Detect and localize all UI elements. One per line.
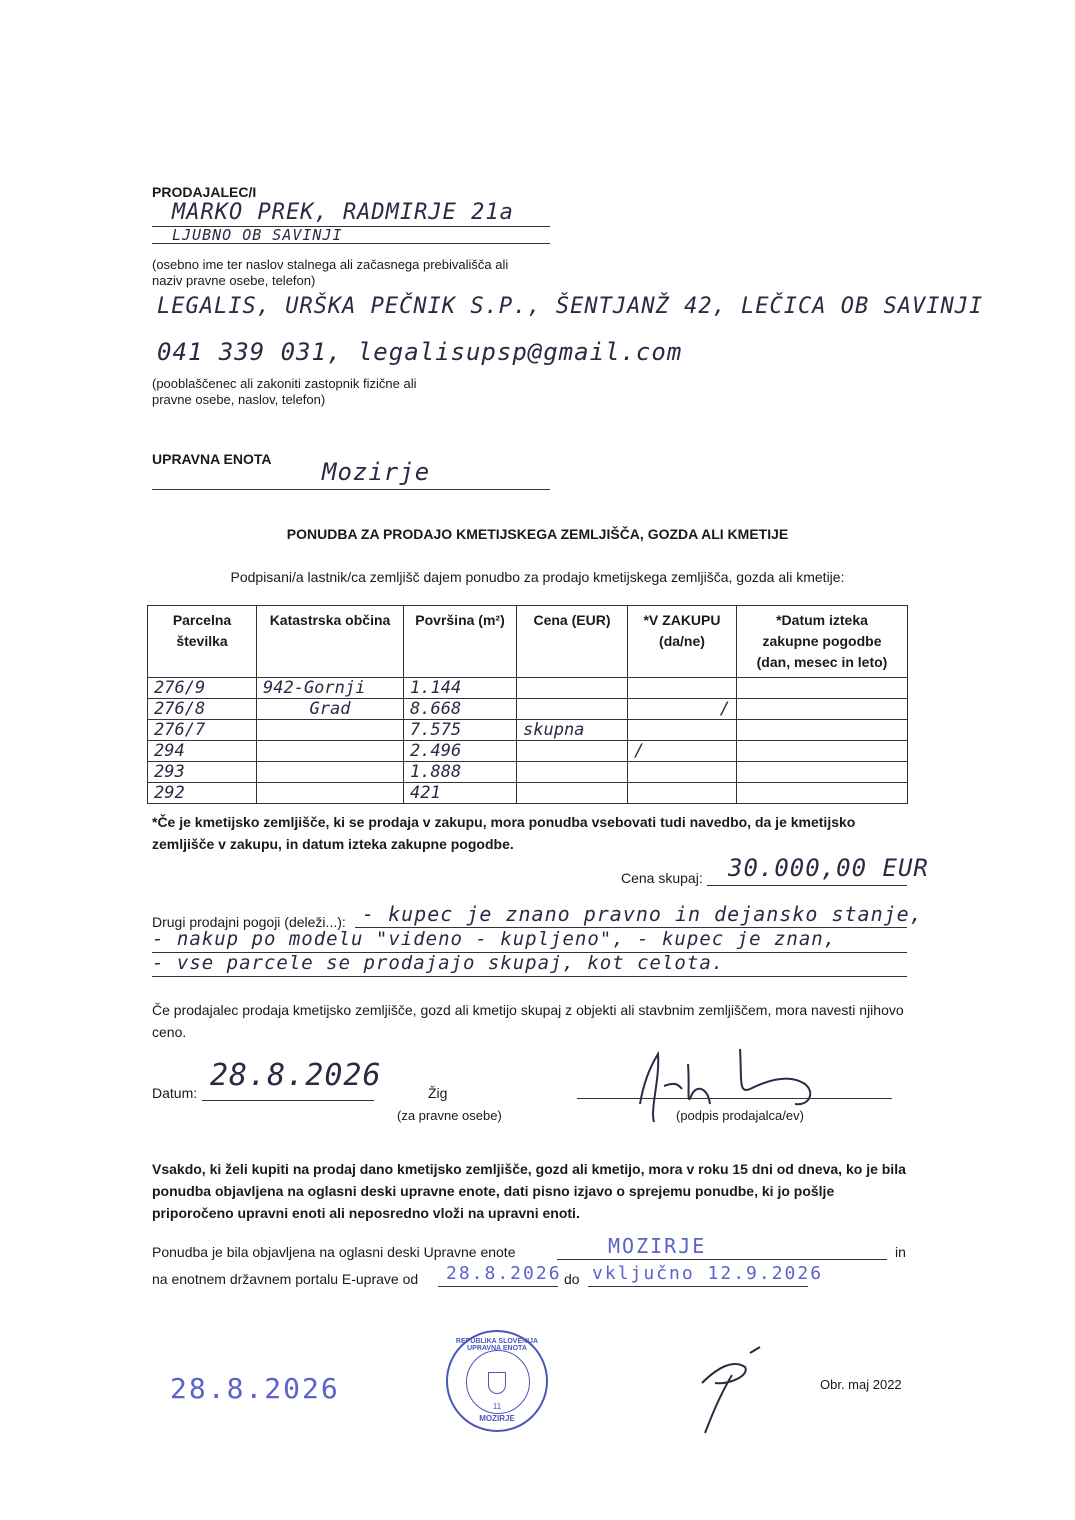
cell-area: 8.668 (404, 699, 517, 720)
conditions-line-3: - vse parcele se prodajajo skupaj, kot celota. (152, 952, 725, 974)
stamp-bottom-text: MOZIRJE (479, 1414, 515, 1423)
cell-municipality (257, 741, 404, 762)
col-leased: *V ZAKUPU (da/ne) (628, 606, 737, 678)
publish-unit-handwritten: MOZIRJE (608, 1234, 707, 1258)
date-value-handwritten: 28.8.2026 (210, 1058, 382, 1093)
seller-city-handwritten: LJUBNO OB SAVINJI (172, 226, 343, 244)
cell-price (517, 741, 628, 762)
total-line (707, 885, 907, 886)
cell-price: skupna (517, 720, 628, 741)
cell-area: 421 (404, 783, 517, 804)
publish-in: in (895, 1244, 906, 1260)
cell-parcel: 293 (148, 762, 257, 783)
seller-caption-2: naziv pravne osebe, telefon) (152, 273, 316, 288)
unit-value-handwritten: Mozirje (322, 458, 431, 486)
col-cadastral-municipality: Katastrska občina (257, 606, 404, 678)
conditions-line-1: - kupec je znano pravno in dejansko stanje, (362, 902, 923, 926)
cell-municipality (257, 783, 404, 804)
cell-parcel: 294 (148, 741, 257, 762)
signature-caption: (podpis prodajalca/ev) (676, 1108, 804, 1123)
publish-text-2: na enotnem državnem portalu E-uprave od (152, 1271, 419, 1287)
cell-municipality: Grad (257, 699, 404, 720)
cell-parcel: 276/7 (148, 720, 257, 741)
cell-leased (628, 783, 737, 804)
signature-line (577, 1098, 892, 1099)
cell-leased (628, 678, 737, 699)
stamp-number: 11 (492, 1402, 502, 1411)
cell-area: 1.888 (404, 762, 517, 783)
intro-text: Podpisani/a lastnik/ca zemljišč dajem ponudbo za prodajo kmetijskega zemljišča, gozda ali kmetije: (230, 569, 845, 585)
footer-date-handwritten: 28.8.2026 (170, 1372, 340, 1405)
cell-lease-end (737, 783, 908, 804)
parcels-table (147, 605, 908, 804)
cell-lease-end (737, 678, 908, 699)
seller-name-handwritten: MARKO PREK, RADMIRJE 21a (172, 200, 514, 225)
table-row (148, 699, 908, 720)
unit-label: UPRAVNA ENOTA (152, 451, 272, 467)
publish-unit-line (557, 1259, 887, 1260)
date-label: Datum: (152, 1085, 198, 1101)
cell-leased (628, 762, 737, 783)
acceptance-notice: Vsakdo, ki želi kupiti na prodaj dano kmetijsko zemljišče, gozd ali kmetijo, mora v roku 15 dni od dneva, ko je bila ponudba objavljena na oglasni deski upravne enote, dati pisno izjavo o sprejemu ponudbe, ki jo pošlje priporočeno upravni enoti ali neposredno vloži na upravni enoti. (152, 1161, 906, 1221)
representative-caption-2: pravne osebe, naslov, telefon) (152, 392, 326, 407)
total-value-handwritten: 30.000,00 EUR (728, 854, 929, 882)
seller-caption-1: (osebno ime ter naslov stalnega ali začasnega prebivališča ali (152, 257, 509, 272)
cell-municipality: 942-Gornji (257, 678, 404, 699)
date-line (202, 1100, 374, 1101)
table-row (148, 762, 908, 783)
publish-to-line (588, 1286, 808, 1287)
seller-label: PRODAJALEC/I (152, 184, 257, 200)
form-version: Obr. maj 2022 (820, 1377, 902, 1392)
parcels-header-row (148, 606, 908, 678)
representative-contact-handwritten: 041 339 031, legalisupsp@gmail.com (157, 338, 683, 366)
cell-parcel: 292 (148, 783, 257, 804)
publish-text-1: Ponudba je bila objavljena na oglasni deski Upravne enote (152, 1244, 516, 1260)
col-parcel-number: Parcelna številka (148, 606, 257, 678)
cell-lease-end (737, 741, 908, 762)
official-stamp (446, 1330, 548, 1432)
cell-price (517, 783, 628, 804)
cell-area: 2.496 (404, 741, 517, 762)
representative-handwritten: LEGALIS, URŠKA PEČNIK S.P., ŠENTJANŽ 42, LEČICA OB SAVINJI (157, 294, 984, 319)
table-row (148, 678, 908, 699)
table-row (148, 783, 908, 804)
cell-area: 7.575 (404, 720, 517, 741)
stamp-caption: (za pravne osebe) (397, 1108, 502, 1123)
cell-parcel: 276/8 (148, 699, 257, 720)
publish-from-line (438, 1286, 558, 1287)
cell-leased (628, 720, 737, 741)
col-price: Cena (EUR) (517, 606, 628, 678)
publish-to-label: do (564, 1271, 580, 1287)
objects-note: Če prodajalec prodaja kmetijsko zemljišče, gozd ali kmetijo skupaj z objekti ali stavbnim zemljiščem, mora navesti njihovo ceno. (152, 1002, 904, 1040)
cell-parcel: 276/9 (148, 678, 257, 699)
seller-line-2 (152, 243, 550, 244)
total-label: Cena skupaj: (621, 870, 703, 886)
lease-note: *Če je kmetijsko zemljišče, ki se prodaja v zakupu, mora ponudba vsebovati tudi navedbo, da je kmetijsko zemljišče v zakupu, in datum izteka zakupne pogodbe. (152, 814, 856, 852)
cell-price (517, 762, 628, 783)
conditions-line-2: - nakup po modelu "videno - kupljeno", - kupec je znan, (152, 928, 837, 950)
table-row (148, 720, 908, 741)
stamp-label: Žig (428, 1085, 448, 1101)
conditions-rule-3 (152, 976, 907, 977)
publish-from-handwritten: 28.8.2026 (446, 1263, 562, 1284)
page-title: PONUDBA ZA PRODAJO KMETIJSKEGA ZEMLJIŠČA, GOZDA ALI KMETIJE (286, 526, 789, 542)
coat-of-arms-icon (488, 1372, 506, 1394)
cell-price (517, 678, 628, 699)
cell-lease-end (737, 762, 908, 783)
table-row (148, 741, 908, 762)
col-lease-end-date: *Datum izteka zakupne pogodbe (dan, mesec in leto) (737, 606, 908, 678)
cell-lease-end (737, 720, 908, 741)
unit-line (152, 489, 550, 490)
cell-lease-end (737, 699, 908, 720)
col-area: Površina (m²) (404, 606, 517, 678)
cell-municipality (257, 720, 404, 741)
publish-to-handwritten: vključno 12.9.2026 (592, 1263, 824, 1284)
official-signature (690, 1345, 770, 1435)
cell-leased: / (628, 741, 737, 762)
conditions-label: Drugi prodajni pogoji (deleži...): (152, 914, 346, 930)
cell-leased: / (628, 699, 737, 720)
stamp-top-text: REPUBLIKA SLOVENIJA UPRAVNA ENOTA (455, 1338, 539, 1352)
representative-caption-1: (pooblaščenec ali zakoniti zastopnik fizične ali (152, 376, 417, 391)
cell-municipality (257, 762, 404, 783)
cell-price (517, 699, 628, 720)
cell-area: 1.144 (404, 678, 517, 699)
